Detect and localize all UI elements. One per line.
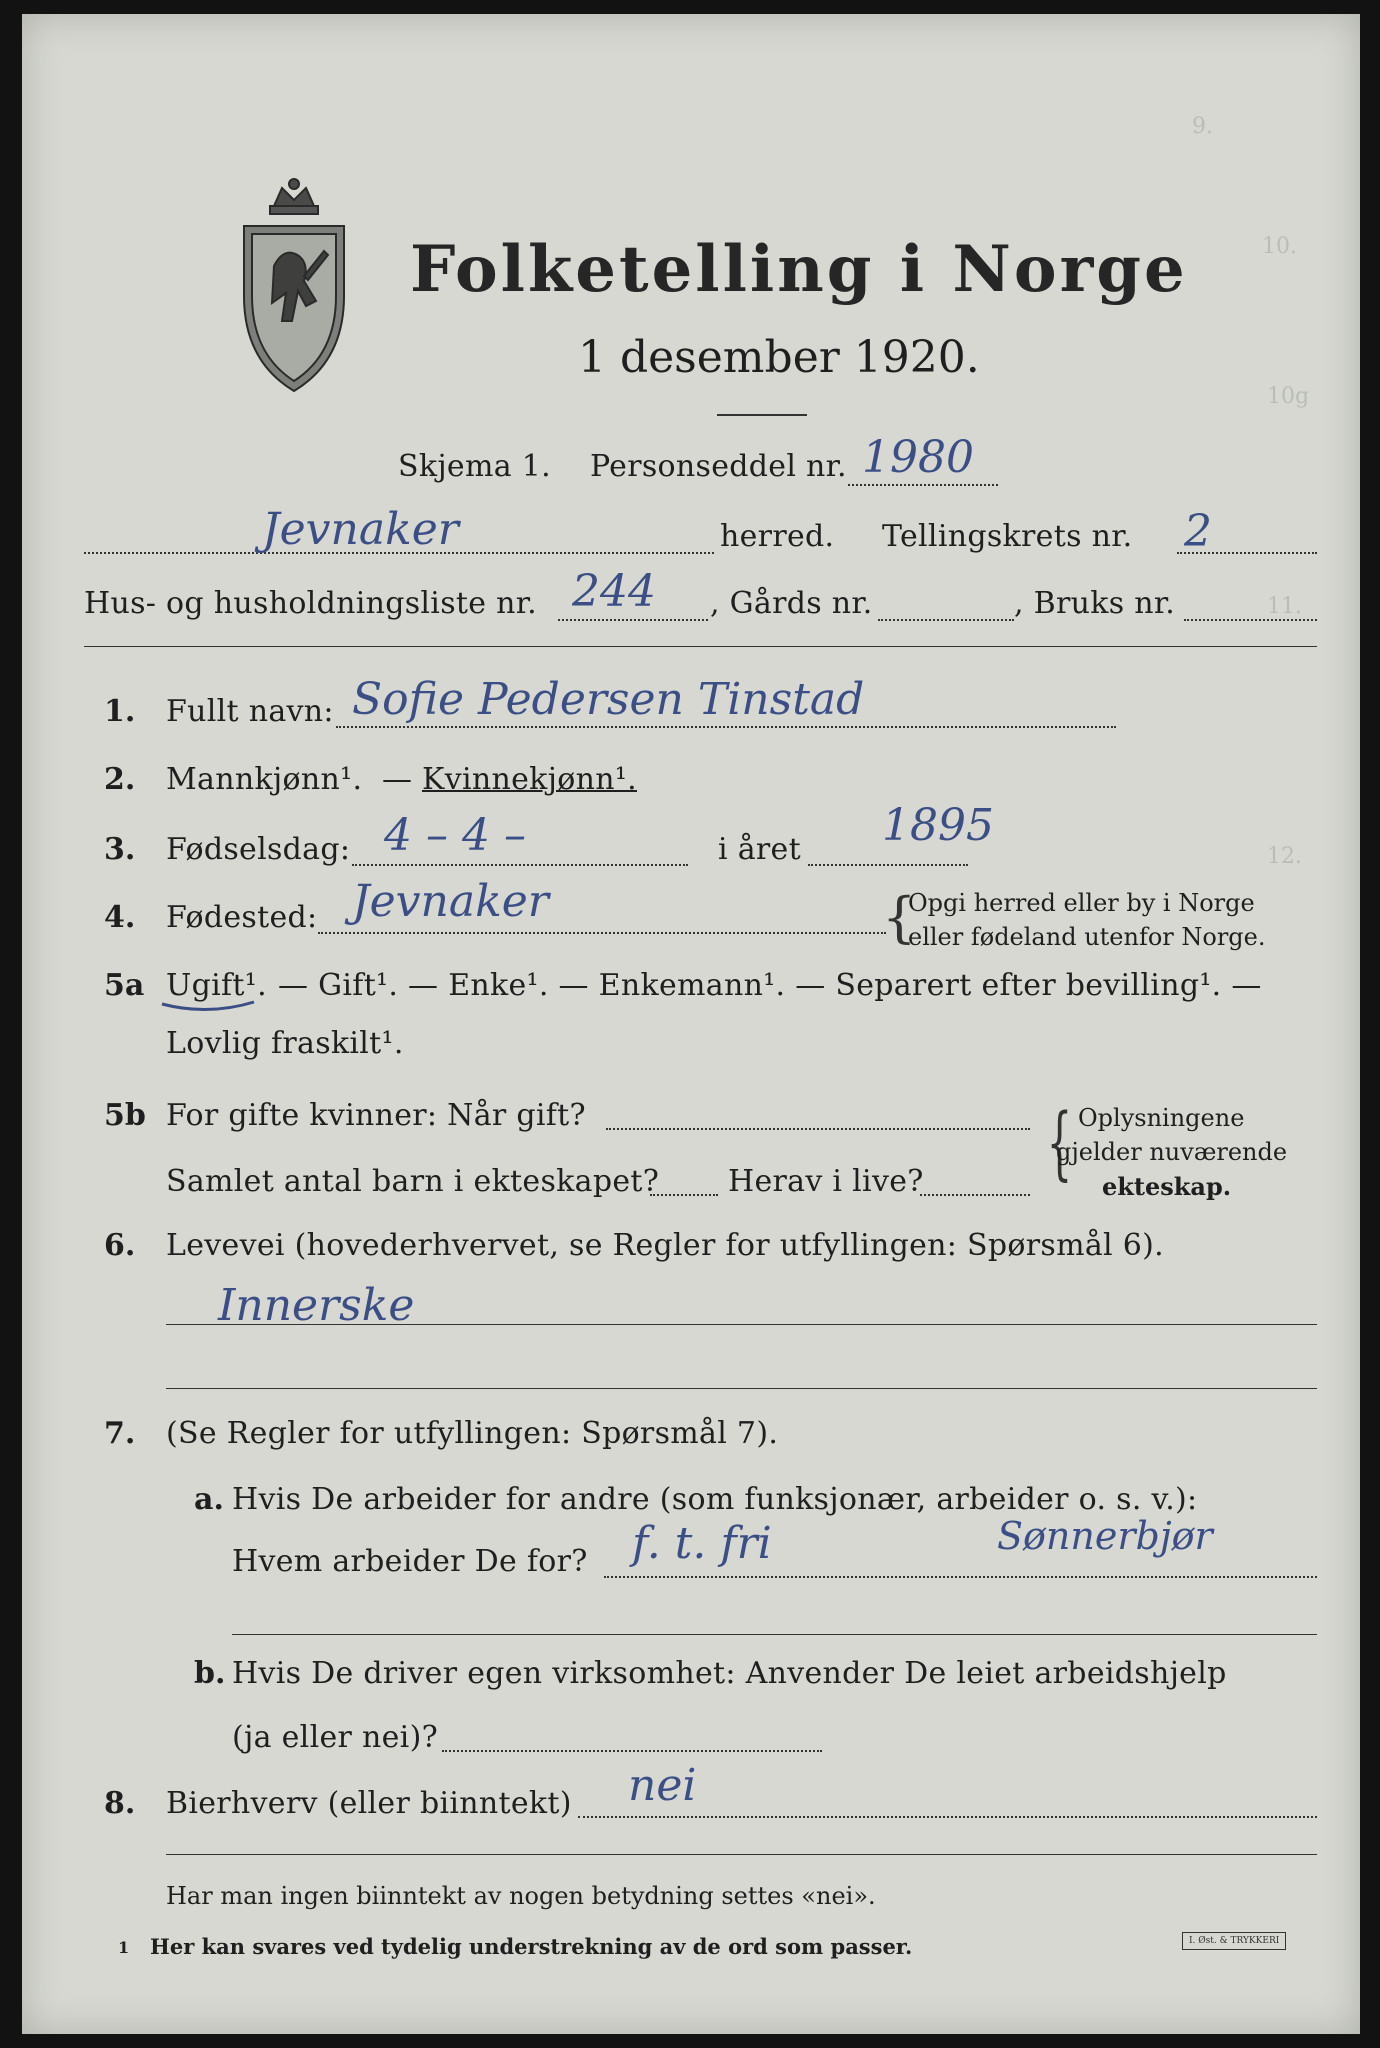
census-form <box>22 14 1360 2034</box>
q3-label: Fødselsdag: <box>166 832 351 867</box>
occupation-value: Innerske <box>218 1280 415 1331</box>
q7a-letter: a. <box>194 1482 224 1517</box>
q1-label: Fullt navn: <box>166 694 334 729</box>
year-label: i året <box>718 832 801 867</box>
q5b-number: 5b <box>104 1098 146 1133</box>
married-line <box>606 1128 1030 1130</box>
employer-value-2: Sønnerbjør <box>997 1514 1213 1558</box>
husholdningsliste-value: 244 <box>572 566 656 617</box>
q7-label: (Se Regler for utfyllingen: Spørsmål 7). <box>166 1416 779 1451</box>
tellingskrets-value: 2 <box>1184 506 1212 557</box>
occupation-line-2 <box>166 1388 1317 1389</box>
q8-number: 8. <box>104 1786 136 1821</box>
q8-bottom-line <box>166 1854 1317 1855</box>
birthday-line <box>352 864 688 866</box>
q2-number: 2. <box>104 762 136 797</box>
q5b-note-line1: Oplysningene <box>1078 1104 1245 1132</box>
q1-line <box>336 726 1116 728</box>
mannkjonn-option: Mannkjønn¹. <box>166 762 363 797</box>
q5b-note-line3: ekteskap. <box>1102 1172 1232 1201</box>
side-income-line <box>578 1816 1317 1818</box>
q4-brace: { <box>882 886 917 949</box>
employer-line-2 <box>232 1634 1317 1635</box>
q8-label: Bierhverv (eller biinntekt) <box>166 1786 572 1821</box>
herred-label: herred. <box>720 519 835 554</box>
q7a-text: Hvis De arbeider for andre (som funksjonær, arbeider o. s. v.): <box>232 1482 1198 1517</box>
gards-line <box>878 619 1014 621</box>
bleed-through-text: 10. <box>1262 234 1297 259</box>
bruks-line <box>1184 619 1317 621</box>
ugift-option: Ugift¹. <box>166 968 267 1003</box>
q5a-number: 5a <box>104 968 145 1003</box>
q4-note-line1: Opgi herred eller by i Norge <box>908 889 1255 917</box>
bleed-through-text: 11. <box>1267 594 1302 619</box>
full-name-value: Sofie Pedersen Tinstad <box>352 674 865 725</box>
q5b-brace: { <box>1046 1096 1073 1189</box>
q3-number: 3. <box>104 832 136 867</box>
tellingskrets-label: Tellingskrets nr. <box>882 519 1133 554</box>
footnote-text: Her kan svares ved tydelig understrekning av de ord som passer. <box>150 1934 913 1959</box>
norway-coat-of-arms-icon <box>234 176 354 396</box>
q4-number: 4. <box>104 900 136 935</box>
q1-number: 1. <box>104 694 136 729</box>
bruks-label: , Bruks nr. <box>1014 586 1176 621</box>
fraskilt-option: Lovlig fraskilt¹. <box>166 1026 404 1061</box>
q6-number: 6. <box>104 1228 136 1263</box>
q4-note-line2: eller fødeland utenfor Norge. <box>908 923 1266 951</box>
q5b-label-children: Samlet antal barn i ekteskapet? <box>166 1164 660 1199</box>
q7a-question: Hvem arbeider De for? <box>232 1544 588 1579</box>
bleed-through-text: 10g <box>1267 384 1310 409</box>
birthplace-value: Jevnaker <box>352 876 549 927</box>
side-income-value: nei <box>628 1760 697 1811</box>
title-divider <box>717 414 807 416</box>
personseddel-label: Personseddel nr. <box>590 449 847 484</box>
q7b-question: (ja eller nei)? <box>232 1720 438 1755</box>
bleed-through-text: 12. <box>1267 844 1302 869</box>
herred-value: Jevnaker <box>262 504 459 555</box>
q7b-letter: b. <box>194 1656 226 1691</box>
hired-help-line <box>442 1750 822 1752</box>
children-line <box>650 1194 718 1196</box>
occupation-line-1 <box>166 1324 1317 1325</box>
q5b-note-line2: gjelder nuværende <box>1056 1138 1288 1166</box>
q6-label: Levevei (hovederhvervet, se Regler for utfyllingen: Spørsmål 6). <box>166 1228 1164 1263</box>
civil-status-options: — Gift¹. — Enke¹. — Enkemann¹. — Separert efter bevilling¹. — <box>278 968 1262 1003</box>
employer-line <box>604 1576 1317 1578</box>
census-date: 1 desember 1920. <box>578 332 980 383</box>
husholdningsliste-label: Hus- og husholdningsliste nr. <box>84 586 537 621</box>
kvinnekjonn-option: Kvinnekjønn¹. <box>422 762 637 797</box>
printer-stamp: I. Øst. & TRYKKERI <box>1182 1932 1286 1950</box>
q4-label: Fødested: <box>166 900 318 935</box>
section-divider <box>84 646 1317 647</box>
q5b-label-married: For gifte kvinner: Når gift? <box>166 1098 586 1133</box>
skjema-label: Skjema 1. <box>398 449 551 484</box>
q7-number: 7. <box>104 1416 136 1451</box>
q7b-text: Hvis De driver egen virksomhet: Anvender De leiet arbeidshjelp <box>232 1656 1227 1691</box>
footnote-mark: 1 <box>118 1938 130 1957</box>
gards-label: , Gårds nr. <box>710 586 873 621</box>
footer-note: Har man ingen biinntekt av nogen betydning settes «nei». <box>166 1882 876 1910</box>
birth-year-value: 1895 <box>882 800 994 851</box>
birthplace-line <box>318 932 886 934</box>
bleed-through-text: 9. <box>1192 114 1213 139</box>
q2-separator: — <box>382 762 413 797</box>
year-line <box>808 864 968 866</box>
alive-line <box>920 1194 1030 1196</box>
ugift-underline-mark <box>158 998 258 1018</box>
personseddel-line <box>848 484 998 486</box>
employer-value: f. t. fri <box>632 1518 772 1569</box>
form-title: Folketelling i Norge <box>410 232 1188 307</box>
birthday-value: 4 – 4 – <box>384 810 526 861</box>
personseddel-value: 1980 <box>862 432 974 483</box>
q5b-label-alive: Herav i live? <box>728 1164 924 1199</box>
husholdningsliste-line <box>558 619 708 621</box>
